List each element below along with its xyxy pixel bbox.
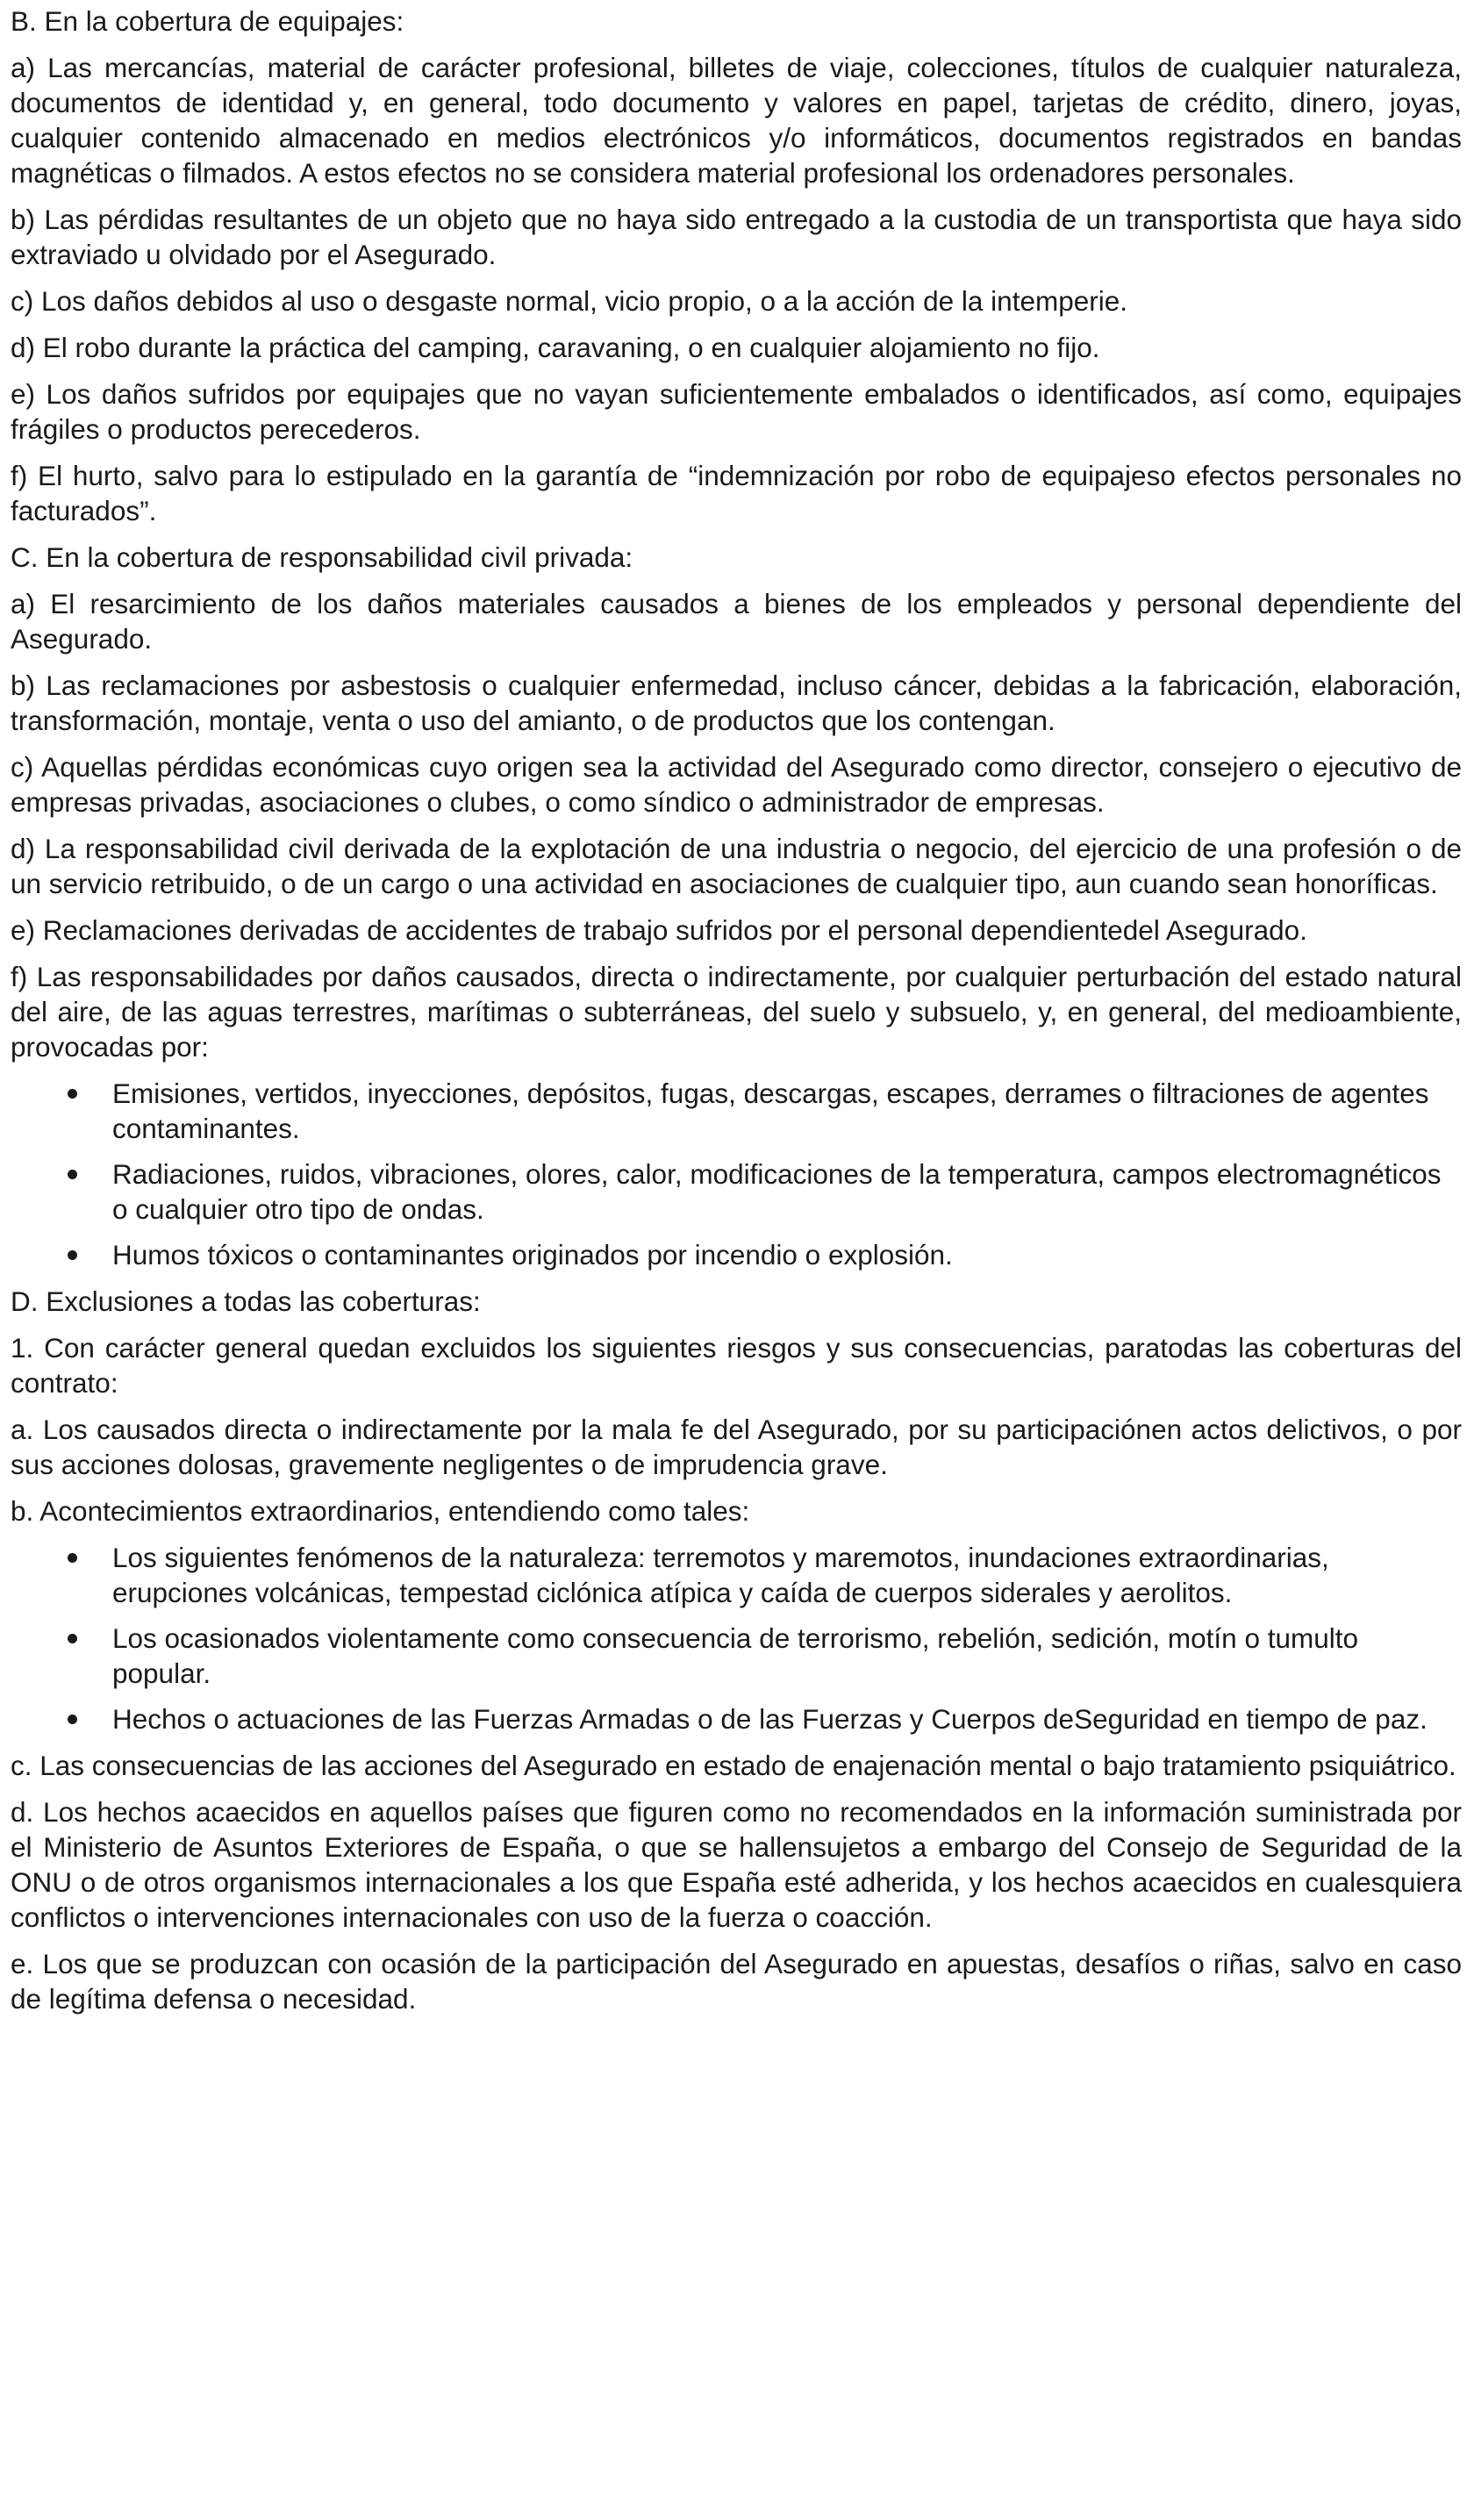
- paragraph-c-c: c) Aquellas pérdidas económicas cuyo origen sea la actividad del Asegurado como director, consejero o ejecutivo de empresas privadas, asociaciones o clubes, o como síndico o administrador de empresas.: [11, 751, 1462, 818]
- paragraph-b-a: a) Las mercancías, material de carácter profesional, billetes de viaje, colecciones, títulos de cualquier naturaleza, documentos de identidad y, en general, todo documento y valores en papel, tarjetas de crédito, dinero, joyas, cualquier contenido almacenado en medios electrónicos y/o informáticos, documentos registrados en bandas magnéticas o filmados. A estos efectos no se considera material profesional los ordenadores personales.: [11, 52, 1462, 189]
- bullet-item: [11, 1076, 1462, 1146]
- bullet-item: [11, 1540, 1462, 1610]
- paragraph-b-c: c) Los daños debidos al uso o desgaste normal, vicio propio, o a la acción de la intemperie.: [11, 285, 1127, 317]
- paragraph-c-f: f) Las responsabilidades por daños causados, directa o indirectamente, por cualquier perturbación del estado natural del aire, de las aguas terrestres, marítimas o subterráneas, del suelo y subsuelo, y, en general, del medioambiente, provocadas por:: [11, 961, 1462, 1063]
- bullet-dot-icon: [68, 1089, 77, 1099]
- bullet-text: Los ocasionados violentamente como consecuencia de terrorismo, rebelión, sedición, motín o tumulto popular.: [112, 1622, 1359, 1689]
- bullet-item: [11, 1621, 1462, 1691]
- paragraph-c-b: b) Las reclamaciones por asbestosis o cualquier enfermedad, incluso cáncer, debidas a la fabricación, elaboración, transformación, montaje, venta o uso del amianto, o de productos que los contengan.: [11, 669, 1462, 736]
- bullet-dot-icon: [68, 1634, 77, 1643]
- bullet-dot-icon: [68, 1715, 77, 1724]
- section-heading-c: C. En la cobertura de responsabilidad civil privada:: [11, 541, 633, 573]
- paragraph-c-d: d) La responsabilidad civil derivada de la explotación de una industria o negocio, del ejercicio de una profesión o de un servicio retribuido, o de un cargo o una actividad en asociaciones de cualquier tipo, aun cuando sean honoríficas.: [11, 833, 1462, 899]
- bullet-dot-icon: [68, 1553, 77, 1563]
- bullet-text: Hechos o actuaciones de las Fuerzas Armadas o de las Fuerzas y Cuerpos deSeguridad en tiempo de paz.: [112, 1703, 1427, 1735]
- paragraph-b-e: e) Los daños sufridos por equipajes que no vayan suficientemente embalados o identificados, así como, equipajes frágiles o productos perecederos.: [11, 378, 1462, 445]
- paragraph-b-f: f) El hurto, salvo para lo estipulado en la garantía de “indemnización por robo de equipajeso efectos personales no facturados”.: [11, 460, 1462, 526]
- bullet-text: Humos tóxicos o contaminantes originados por incendio o explosión.: [112, 1239, 953, 1271]
- paragraph-d-1: 1. Con carácter general quedan excluidos los siguientes riesgos y sus consecuencias, paratodas las coberturas del contrato:: [11, 1332, 1462, 1399]
- section-heading-b: B. En la cobertura de equipajes:: [11, 5, 404, 37]
- bullet-item: [11, 1237, 1462, 1272]
- paragraph-d-e: e. Los que se produzcan con ocasión de la participación del Asegurado en apuestas, desafíos o riñas, salvo en caso de legítima defensa o necesidad.: [11, 1948, 1462, 2015]
- paragraph-c-e: e) Reclamaciones derivadas de accidentes de trabajo sufridos por el personal dependientedel Asegurado.: [11, 914, 1307, 946]
- bullet-item: [11, 1156, 1462, 1227]
- bullet-dot-icon: [68, 1250, 77, 1260]
- paragraph-b-d: d) El robo durante la práctica del camping, caravaning, o en cualquier alojamiento no fijo.: [11, 332, 1100, 363]
- paragraph-d-c: c. Las consecuencias de las acciones del Asegurado en estado de enajenación mental o bajo tratamiento psiquiátrico.: [11, 1750, 1456, 1781]
- paragraph-d-d: d. Los hechos acaecidos en aquellos países que figuren como no recomendados en la información suministrada por el Ministerio de Asuntos Exteriores de España, o que se hallensujetos a embargo del Consejo de Seguridad de la ONU o de otros organismos internacionales a los que España esté adherida, y los hechos acaecidos en cualesquiera conflictos o intervenciones internacionales con uso de la fuerza o coacción.: [11, 1796, 1462, 1933]
- bullet-item: [11, 1701, 1462, 1736]
- bullet-text: Radiaciones, ruidos, vibraciones, olores, calor, modificaciones de la temperatura, campos electromagnéticos o cualquier otro tipo de ondas.: [112, 1158, 1442, 1225]
- section-heading-d: D. Exclusiones a todas las coberturas:: [11, 1285, 481, 1317]
- bullet-dot-icon: [68, 1170, 77, 1179]
- paragraph-d-a: a. Los causados directa o indirectamente por la mala fe del Asegurado, por su participaciónen actos delictivos, o por sus acciones dolosas, gravemente negligentes o de imprudencia grave.: [11, 1414, 1462, 1480]
- paragraph-c-a: a) El resarcimiento de los daños materiales causados a bienes de los empleados y personal dependiente del Asegurado.: [11, 588, 1462, 655]
- bullet-list-contaminants: [11, 1076, 1462, 1272]
- paragraph-d-b: b. Acontecimientos extraordinarios, entendiendo como tales:: [11, 1495, 750, 1527]
- paragraph-b-b: b) Las pérdidas resultantes de un objeto que no haya sido entregado a la custodia de un transportista que haya sido extraviado u olvidado por el Asegurado.: [11, 204, 1462, 270]
- document-body: [11, 4, 1462, 2028]
- bullet-text: Los siguientes fenómenos de la naturaleza: terremotos y maremotos, inundaciones extraordinarias, erupciones volcánicas, tempestad ciclónica atípica y caída de cuerpos siderales y aerolitos.: [112, 1542, 1329, 1608]
- bullet-list-extraordinary-events: [11, 1540, 1462, 1736]
- bullet-text: Emisiones, vertidos, inyecciones, depósitos, fugas, descargas, escapes, derrames o filtraciones de agentes contaminantes.: [112, 1077, 1429, 1144]
